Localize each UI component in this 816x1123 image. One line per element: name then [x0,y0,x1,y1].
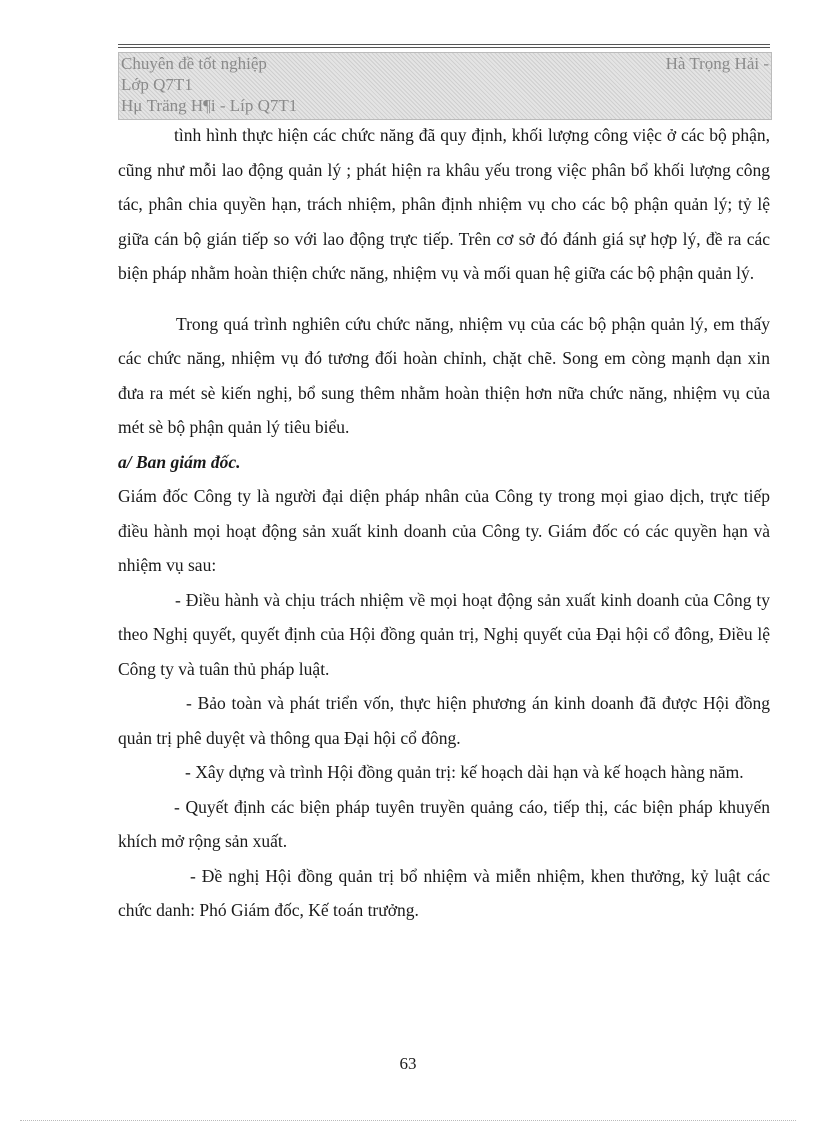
header-author: Hà Trọng Hải - [665,54,769,73]
list-item-4: - Quyết định các biện pháp tuyên truyền quảng cáo, tiếp thị, các biện pháp khuyến khích mở rộng sản xuất. [118,796,770,851]
page-bottom-rule [20,1120,796,1121]
paragraph-1: tình hình thực hiện các chức năng đã quy định, khối lượng công việc ở các bộ phận, cũng như mỗi lao động quản lý ; phát hiện ra khâu yếu trong việc phân bổ khối lượng công tác, phân chia quyền hạn, trách nhiệm, phân định nhiệm vụ cho các bộ phận quản lý; tỷ lệ giữa cán bộ gián tiếp so với lao động trực tiếp. Trên cơ sở đó đánh giá sự hợp lý, đề ra các biện pháp nhằm hoàn thiện chức năng, nhiệm vụ và mối quan hệ giữa các bộ phận quản lý. [118,125,770,283]
list-item-5: - Đề nghị Hội đồng quản trị bổ nhiệm và miễn nhiệm, khen thưởng, kỷ luật các chức danh: Phó Giám đốc, Kế toán trưởng. [118,865,770,920]
header-doc-title: Chuyên đề tốt nghiệp [121,54,267,73]
list-item-1: - Điều hành và chịu trách nhiệm về mọi hoạt động sản xuất kinh doanh của Công ty theo Nghị quyết, quyết định của Hội đồng quản trị, Nghị quyết của Đại hội cổ đông, Điều lệ Công ty và tuân thủ pháp luật. [118,589,770,679]
header-line-2: Lớp Q7T1 [121,75,193,94]
header-rule [118,44,770,48]
header-line-3: Hμ Träng H¶i - Líp Q7T1 [121,96,298,115]
header-line-1 [119,53,771,74]
section-heading: a/ Ban giám đốc. [118,451,241,472]
paragraph-2: Trong quá trình nghiên cứu chức năng, nhiệm vụ của các bộ phận quản lý, em thấy các chức năng, nhiệm vụ đó tương đối hoàn chỉnh, chặt chẽ. Song em còng mạnh dạn xin đưa ra mét sè kiến nghị, bổ sung thêm nhằm hoàn thiện hơn nữa chức năng, nhiệm vụ của mét sè bộ phận quản lý tiêu biểu. [118,313,770,437]
list-item-2: - Bảo toàn và phát triển vốn, thực hiện phương án kinh doanh đã được Hội đồng quản trị phê duyệt và thông qua Đại hội cổ đông. [118,693,770,748]
page-number: 63 [399,1054,417,1073]
paragraph-3: Giám đốc Công ty là người đại diện pháp nhân của Công ty trong mọi giao dịch, trực tiếp điều hành mọi hoạt động sản xuất kinh doanh của Công ty. Giám đốc có các quyền hạn và nhiệm vụ sau: [118,486,770,575]
list-item-3: - Xây dựng và trình Hội đồng quản trị: kế hoạch dài hạn và kế hoạch hàng năm. [185,762,744,782]
page-body [118,118,770,928]
page-header [118,52,772,120]
